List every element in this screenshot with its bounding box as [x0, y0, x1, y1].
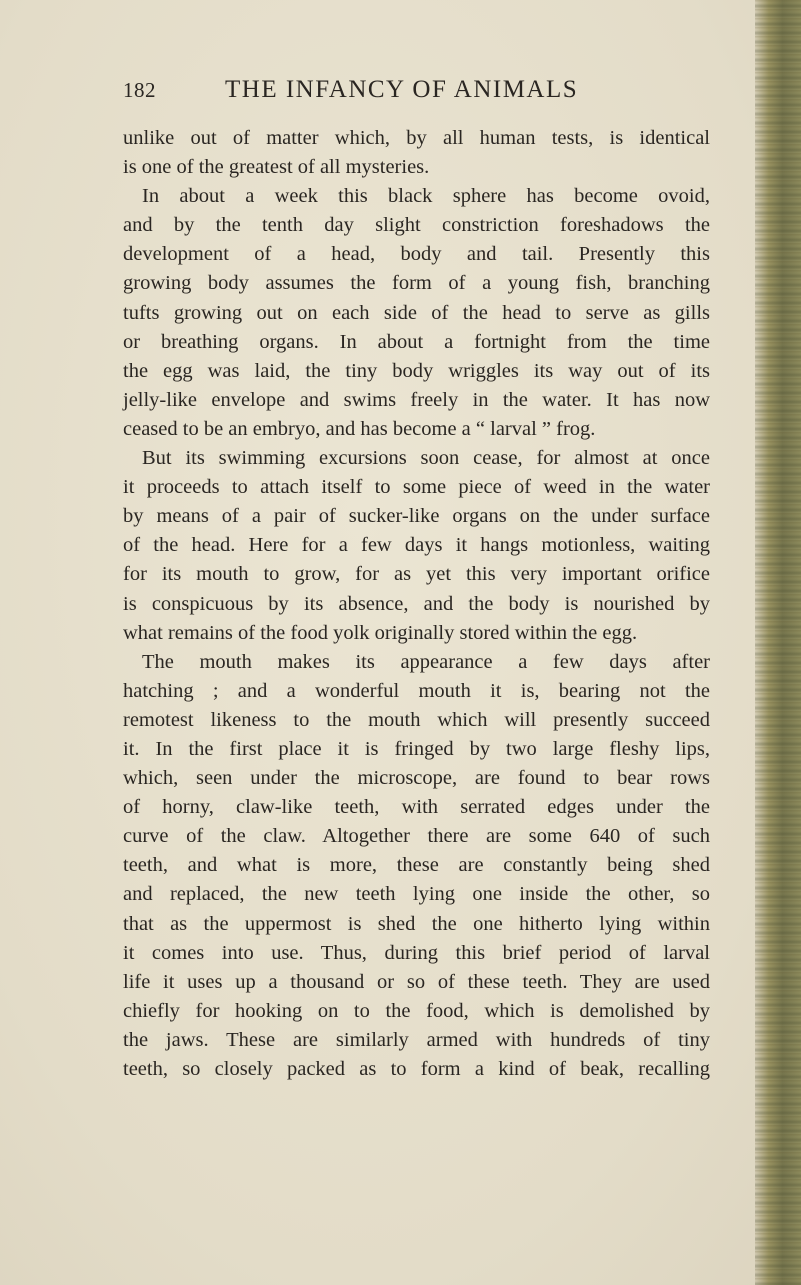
text-line: ceased to be an embryo, and has become a “ larval ” frog. [123, 417, 596, 440]
text-line: or breathing organs. In about a fortnight from the time [123, 330, 710, 353]
text-line: remotest likeness to the mouth which will presently succeed [123, 708, 710, 731]
text-line: and by the tenth day slight constriction foreshadows the [123, 214, 710, 237]
text-line: growing body assumes the form of a young fish, branching [123, 272, 710, 295]
page-number: 182 [123, 78, 156, 102]
text-line: is one of the greatest of all mysteries. [123, 156, 430, 179]
text-line: which, seen under the microscope, are found to bear rows [123, 767, 710, 790]
text-line: The mouth makes its appearance a few days after [142, 650, 710, 673]
text-line: But its swimming excursions soon cease, for almost at once [142, 447, 710, 470]
text-line: for its mouth to grow, for as yet this very important orifice [123, 563, 710, 586]
text-line: that as the uppermost is shed the one hitherto lying within [123, 912, 710, 935]
text-line: and replaced, the new teeth lying one inside the other, so [123, 883, 710, 906]
text-line: jelly-like envelope and swims freely in the water. It has now [123, 388, 710, 411]
text-line: of the head. Here for a few days it hangs motionless, waiting [123, 534, 710, 557]
text-line: teeth, so closely packed as to form a kind of beak, recalling [123, 1058, 710, 1080]
text-line: the egg was laid, the tiny body wriggles its way out of its [123, 359, 710, 382]
text-line: it proceeds to attach itself to some piece of weed in the water [123, 476, 710, 499]
text-line: chiefly for hooking on to the food, which is demolished by [123, 999, 710, 1022]
text-line: the jaws. These are similarly armed with hundreds of tiny [123, 1028, 710, 1051]
text-line: what remains of the food yolk originally stored within the egg. [123, 621, 638, 644]
text-line: curve of the claw. Altogether there are some 640 of such [123, 825, 710, 848]
text-line: unlike out of matter which, by all human tests, is identical [123, 127, 710, 149]
text-line: life it uses up a thousand or so of these teeth. They are used [123, 970, 710, 993]
page-edge [755, 0, 801, 1285]
running-head: THE INFANCY OF ANIMALS [225, 76, 579, 103]
text-line: teeth, and what is more, these are constantly being shed [123, 854, 710, 877]
text-line: hatching ; and a wonderful mouth it is, bearing not the [123, 679, 710, 702]
text-line: it. In the first place it is fringed by two large fleshy lips, [123, 737, 710, 760]
text-line: In about a week this black sphere has become ovoid, [142, 185, 710, 208]
text-line: development of a head, body and tail. Presently this [123, 243, 710, 266]
body-text [123, 124, 710, 1084]
text-line: it comes into use. Thus, during this brief period of larval [123, 941, 710, 964]
text-line: by means of a pair of sucker-like organs on the under surface [123, 505, 710, 528]
text-line: of horny, claw-like teeth, with serrated edges under the [123, 796, 710, 819]
text-line: tufts growing out on each side of the head to serve as gills [123, 301, 710, 324]
page-header [123, 78, 683, 114]
text-line: is conspicuous by its absence, and the body is nourished by [123, 592, 710, 615]
